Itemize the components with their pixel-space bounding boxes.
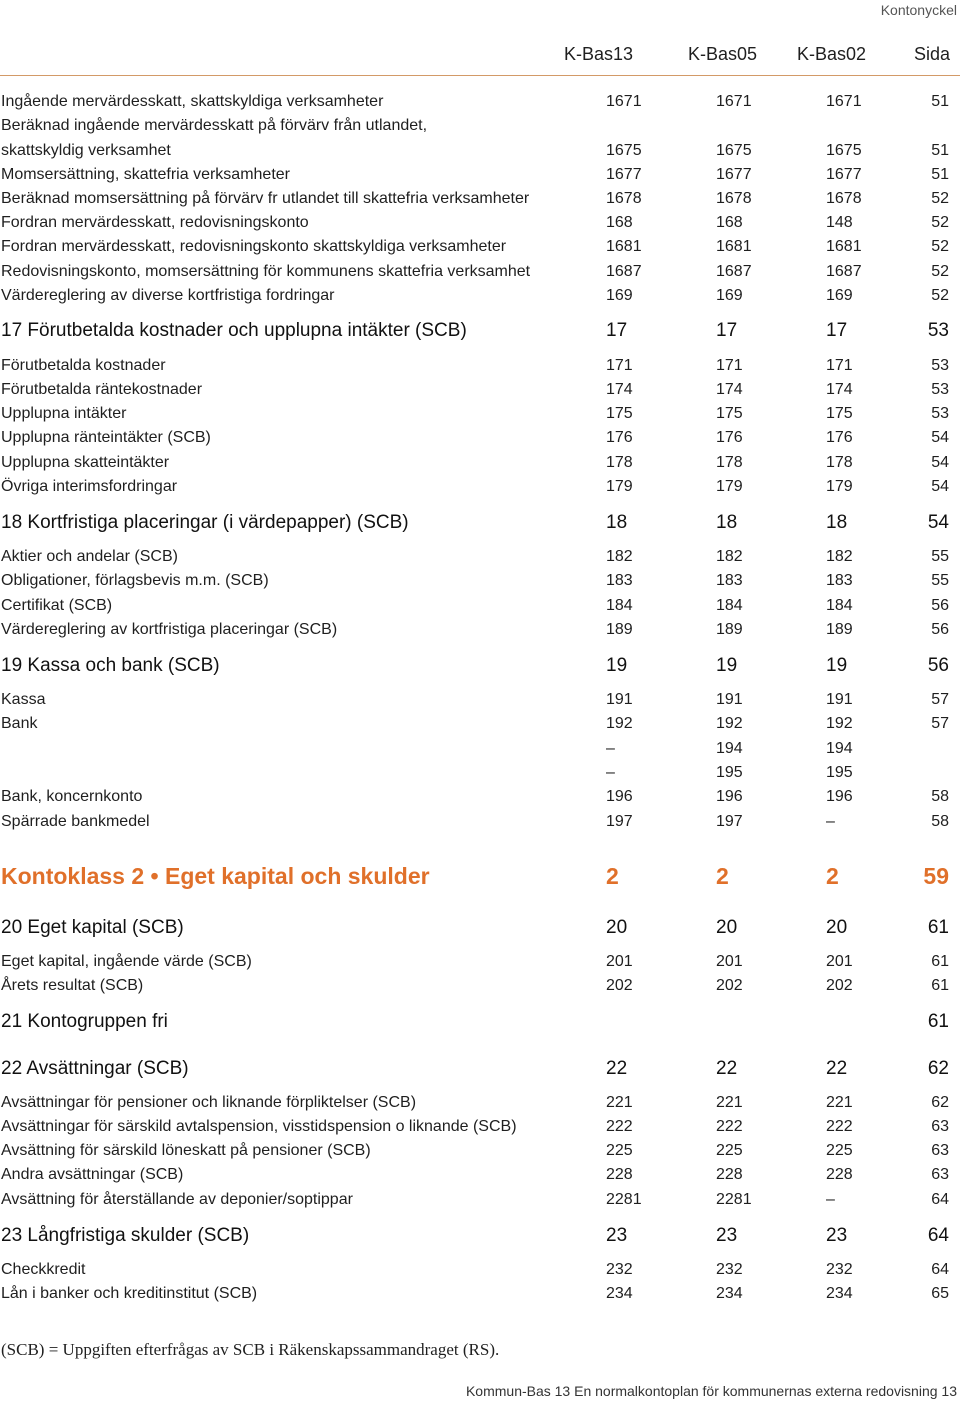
kbas13-value: 222 — [606, 1118, 633, 1135]
section-heading-row — [0, 318, 960, 344]
kbas05-value: 176 — [716, 429, 743, 446]
page-number: 61 — [931, 977, 949, 994]
table-row — [0, 452, 960, 474]
table-row — [0, 285, 960, 307]
page-number: 51 — [931, 142, 949, 159]
kbas05-value: 232 — [716, 1261, 743, 1278]
kbas05-value: 195 — [716, 764, 743, 781]
page-number: 64 — [931, 1191, 949, 1208]
kbas02-value: 192 — [826, 715, 853, 732]
table-row — [0, 1164, 960, 1186]
account-label: Avsättning för särskild löneskatt på pensioner (SCB) — [1, 1142, 371, 1159]
kbas13-value: 184 — [606, 597, 633, 614]
kbas13-value: 1675 — [606, 142, 642, 159]
section-heading-row — [0, 510, 960, 536]
table-row — [0, 762, 960, 784]
section-heading-row — [0, 1223, 960, 1249]
table-row — [0, 476, 960, 498]
page-number: 61 — [927, 917, 949, 938]
kbas02-value: – — [826, 813, 835, 830]
page-number: 63 — [931, 1118, 949, 1135]
kbas02-value: 221 — [826, 1094, 853, 1111]
account-label: Avsättningar för särskild avtalspension, visstidspension o liknande (SCB) — [1, 1118, 517, 1135]
account-label: Lån i banker och kreditinstitut (SCB) — [1, 1285, 258, 1302]
header-divider — [0, 75, 960, 76]
account-label: Upplupna ränteintäkter (SCB) — [1, 429, 211, 446]
kbas02-value: 1675 — [826, 142, 862, 159]
kbas05-value: 183 — [716, 572, 743, 589]
account-label: 23 Långfristiga skulder (SCB) — [1, 1225, 250, 1246]
account-label: Avsättningar för pensioner och liknande förpliktelser (SCB) — [1, 1094, 417, 1111]
kbas02-value: 2 — [826, 863, 839, 889]
table-row — [0, 1189, 960, 1211]
table-row — [0, 188, 960, 210]
kbas02-value: 196 — [826, 788, 853, 805]
page-number: 62 — [927, 1058, 949, 1079]
kbas13-value: 22 — [606, 1058, 628, 1079]
page-number: 54 — [931, 454, 949, 471]
kbas05-value: 189 — [716, 621, 743, 638]
account-label: Checkkredit — [1, 1261, 86, 1278]
section-heading-row — [0, 1009, 960, 1035]
account-label: Redovisningskonto, momsersättning för kommunens skattefria verksamhet — [1, 263, 531, 280]
account-label: Beräknad momsersättning på förvärv fr utlandet till skattefria verksamheter — [1, 190, 530, 207]
kbas05-value: 182 — [716, 548, 743, 565]
kbas13-value: 18 — [606, 512, 628, 533]
account-label: Spärrade bankmedel — [1, 813, 150, 830]
page-number: 54 — [931, 429, 949, 446]
column-header-kbas13: K-Bas13 — [564, 44, 634, 64]
account-label: Kassa — [1, 691, 46, 708]
kbas13-value: 228 — [606, 1166, 633, 1183]
table-row — [0, 427, 960, 449]
account-label: Eget kapital, ingående värde (SCB) — [1, 953, 252, 970]
page-number: 51 — [931, 166, 949, 183]
column-header-kbas02: K-Bas02 — [797, 44, 867, 64]
account-label: Förutbetalda räntekostnader — [1, 381, 203, 398]
kbas05-value: 179 — [716, 478, 743, 495]
table-row — [0, 1259, 960, 1281]
kbas02-value: 191 — [826, 691, 853, 708]
page-number: 55 — [931, 572, 949, 589]
account-label: 20 Eget kapital (SCB) — [1, 917, 184, 938]
kbas02-value: 174 — [826, 381, 853, 398]
page-number: 57 — [931, 715, 949, 732]
page-number: 63 — [931, 1166, 949, 1183]
account-label: 18 Kortfristiga placeringar (i värdepapper) (SCB) — [1, 512, 409, 533]
kbas05-value: 171 — [716, 357, 743, 374]
account-label: Övriga interimsfordringar — [1, 478, 178, 495]
kbas13-value: 2 — [606, 863, 619, 889]
account-label: Fordran mervärdesskatt, redovisningskonto — [1, 214, 309, 231]
account-label: Värdereglering av kortfristiga placeringar (SCB) — [1, 621, 338, 638]
account-label: 21 Kontogruppen fri — [1, 1011, 168, 1032]
account-label: Ingående mervärdesskatt, skattskyldiga verksamheter — [1, 93, 384, 110]
kbas13-value: 183 — [606, 572, 633, 589]
page-number: 58 — [931, 788, 949, 805]
account-label: 19 Kassa och bank (SCB) — [1, 655, 220, 676]
kbas05-value: 202 — [716, 977, 743, 994]
page-number: 56 — [931, 597, 949, 614]
kbas05-value: 197 — [716, 813, 743, 830]
kbas02-value: 228 — [826, 1166, 853, 1183]
kbas02-value: 148 — [826, 214, 853, 231]
kbas05-value: 19 — [716, 655, 738, 676]
page-number: 53 — [931, 405, 949, 422]
kbas13-value: 169 — [606, 287, 633, 304]
page-number: 54 — [927, 512, 949, 533]
account-label: Värdereglering av diverse kortfristiga fordringar — [1, 287, 335, 304]
kbas02-value: – — [826, 1191, 835, 1208]
account-label: Andra avsättningar (SCB) — [1, 1166, 184, 1183]
table-row — [0, 738, 960, 760]
page-number: 56 — [931, 621, 949, 638]
kbas02-value: 222 — [826, 1118, 853, 1135]
kbas05-value: 18 — [716, 512, 738, 533]
kbas02-value: 194 — [826, 740, 853, 757]
kbas13-value: 174 — [606, 381, 633, 398]
kbas02-value: 234 — [826, 1285, 853, 1302]
account-label: Certifikat (SCB) — [1, 597, 113, 614]
kbas02-value: 1678 — [826, 190, 862, 207]
page-number: 65 — [931, 1285, 949, 1302]
kbas05-value: 1681 — [716, 238, 752, 255]
kbas05-value: 1678 — [716, 190, 752, 207]
table-row — [0, 1092, 960, 1114]
kbas05-value: 228 — [716, 1166, 743, 1183]
kbas02-value: 232 — [826, 1261, 853, 1278]
class-heading-row — [0, 861, 960, 891]
kbas05-value: 1677 — [716, 166, 752, 183]
page-number: 52 — [931, 263, 949, 280]
kbas05-value: 2 — [716, 863, 729, 889]
kbas02-value: 179 — [826, 478, 853, 495]
kbas05-value: 191 — [716, 691, 743, 708]
kbas13-value: 19 — [606, 655, 628, 676]
kbas13-value: 221 — [606, 1094, 633, 1111]
kbas02-value: 195 — [826, 764, 853, 781]
kbas05-value: 178 — [716, 454, 743, 471]
kbas13-value: 201 — [606, 953, 633, 970]
kbas13-value: 171 — [606, 357, 633, 374]
page-number: 51 — [931, 93, 949, 110]
kbas02-value: 1681 — [826, 238, 862, 255]
footnote: (SCB) = Uppgiften efterfrågas av SCB i Räkenskapssammandraget (RS). — [1, 1340, 500, 1359]
table-row — [0, 115, 960, 137]
table-row — [0, 212, 960, 234]
kbas13-value: 202 — [606, 977, 633, 994]
kbas05-value: 23 — [716, 1225, 738, 1246]
kbas05-value: 174 — [716, 381, 743, 398]
account-label: Obligationer, förlagsbevis m.m. (SCB) — [1, 572, 269, 589]
kbas02-value: 184 — [826, 597, 853, 614]
kbas02-value: 189 — [826, 621, 853, 638]
kbas05-value: 2281 — [716, 1191, 752, 1208]
kbas13-value: 189 — [606, 621, 633, 638]
kbas13-value: 23 — [606, 1225, 628, 1246]
kbas02-value: 23 — [826, 1225, 848, 1246]
kbas13-value: 192 — [606, 715, 633, 732]
table-row — [0, 689, 960, 711]
table-row — [0, 164, 960, 186]
kbas13-value: 234 — [606, 1285, 633, 1302]
kbas13-value: 182 — [606, 548, 633, 565]
table-row — [0, 975, 960, 997]
page-number: 59 — [923, 863, 949, 889]
account-label: Bank — [1, 715, 38, 732]
kbas13-value: 232 — [606, 1261, 633, 1278]
kbas02-value: 175 — [826, 405, 853, 422]
kbas05-value: 169 — [716, 287, 743, 304]
table-row — [0, 355, 960, 377]
page-number: 53 — [931, 357, 949, 374]
kbas13-value: 196 — [606, 788, 633, 805]
table-row — [0, 379, 960, 401]
kbas13-value: – — [606, 764, 615, 781]
kbas05-value: 234 — [716, 1285, 743, 1302]
page-number: 58 — [931, 813, 949, 830]
column-header-kbas05: K-Bas05 — [688, 44, 758, 64]
kbas05-value: 20 — [716, 917, 738, 938]
kbas13-value: 168 — [606, 214, 633, 231]
kbas02-value: 169 — [826, 287, 853, 304]
account-label: Kontoklass 2 • Eget kapital och skulder — [1, 863, 430, 889]
account-label: Förutbetalda kostnader — [1, 357, 166, 374]
page-number: 55 — [931, 548, 949, 565]
account-label: Årets resultat (SCB) — [1, 977, 144, 994]
kbas02-value: 183 — [826, 572, 853, 589]
kbas05-value: 184 — [716, 597, 743, 614]
kbas02-value: 1677 — [826, 166, 862, 183]
kbas05-value: 175 — [716, 405, 743, 422]
table-row — [0, 1283, 960, 1305]
page-number: 64 — [927, 1225, 949, 1246]
kbas02-value: 1671 — [826, 93, 862, 110]
table-row — [0, 1116, 960, 1138]
section-heading-row — [0, 1056, 960, 1082]
kbas05-value: 17 — [716, 320, 738, 341]
page-number: 62 — [931, 1094, 949, 1111]
kbas02-value: 225 — [826, 1142, 853, 1159]
table-row — [0, 403, 960, 425]
kbas02-value: 19 — [826, 655, 848, 676]
table-row — [0, 261, 960, 283]
account-label: Upplupna intäkter — [1, 405, 127, 422]
page-number: 53 — [931, 381, 949, 398]
section-heading-row — [0, 653, 960, 679]
kbas02-value: 20 — [826, 917, 848, 938]
kbas13-value: 1678 — [606, 190, 642, 207]
kbas02-value: 178 — [826, 454, 853, 471]
section-heading-row — [0, 915, 960, 941]
kbas13-value: 175 — [606, 405, 633, 422]
kbas13-value: 176 — [606, 429, 633, 446]
table-row — [0, 1140, 960, 1162]
account-label: 22 Avsättningar (SCB) — [1, 1058, 189, 1079]
kbas13-value: 1681 — [606, 238, 642, 255]
kbas05-value: 225 — [716, 1142, 743, 1159]
kbas05-value: 201 — [716, 953, 743, 970]
table-row — [0, 91, 960, 113]
running-header: Kontonyckel — [880, 2, 957, 18]
kbas05-value: 194 — [716, 740, 743, 757]
table-row — [0, 619, 960, 641]
kbas02-value: 171 — [826, 357, 853, 374]
column-header-sida: Sida — [913, 44, 950, 64]
page-number: 61 — [931, 953, 949, 970]
account-label: Beräknad ingående mervärdesskatt på förvärv från utlandet, — [1, 117, 428, 134]
kbas13-value: 179 — [606, 478, 633, 495]
kbas05-value: 1675 — [716, 142, 752, 159]
table-row — [0, 951, 960, 973]
kbas13-value: 197 — [606, 813, 633, 830]
account-label: Avsättning för återställande av deponier/soptippar — [1, 1191, 353, 1208]
kbas02-value: 17 — [826, 320, 848, 341]
page-number: 52 — [931, 287, 949, 304]
kbas05-value: 1687 — [716, 263, 752, 280]
kbas13-value: 1677 — [606, 166, 642, 183]
kbas02-value: 22 — [826, 1058, 848, 1079]
page-number: 52 — [931, 214, 949, 231]
kbas02-value: 182 — [826, 548, 853, 565]
page-number: 52 — [931, 238, 949, 255]
kbas13-value: 17 — [606, 320, 628, 341]
page-number: 64 — [931, 1261, 949, 1278]
kbas05-value: 222 — [716, 1118, 743, 1135]
kbas13-value: 178 — [606, 454, 633, 471]
table-row — [0, 546, 960, 568]
kbas02-value: 1687 — [826, 263, 862, 280]
kbas13-value: – — [606, 740, 615, 757]
table-row — [0, 140, 960, 162]
table-row — [0, 236, 960, 258]
table-row — [0, 786, 960, 808]
page-footer: Kommun-Bas 13 En normalkontoplan för kommunernas externa redovisning 13 — [465, 1383, 957, 1399]
kbas05-value: 168 — [716, 214, 743, 231]
kbas13-value: 225 — [606, 1142, 633, 1159]
kbas05-value: 1671 — [716, 93, 752, 110]
kbas13-value: 1687 — [606, 263, 642, 280]
table-row — [0, 595, 960, 617]
account-label: Aktier och andelar (SCB) — [1, 548, 178, 565]
account-label: Upplupna skatteintäkter — [1, 454, 170, 471]
kbas02-value: 176 — [826, 429, 853, 446]
account-label: skattskyldig verksamhet — [1, 142, 171, 159]
kbas02-value: 202 — [826, 977, 853, 994]
table-row — [0, 570, 960, 592]
kbas02-value: 201 — [826, 953, 853, 970]
table-row — [0, 713, 960, 735]
account-label: Fordran mervärdesskatt, redovisningskonto skattskyldiga verksamheter — [1, 238, 507, 255]
kbas13-value: 1671 — [606, 93, 642, 110]
page-number: 61 — [927, 1011, 949, 1032]
column-headers — [0, 44, 960, 70]
kbas05-value: 192 — [716, 715, 743, 732]
kbas05-value: 196 — [716, 788, 743, 805]
page-number: 63 — [931, 1142, 949, 1159]
kbas13-value: 2281 — [606, 1191, 642, 1208]
kbas05-value: 221 — [716, 1094, 743, 1111]
page-number: 56 — [927, 655, 949, 676]
page-number: 53 — [927, 320, 949, 341]
account-label: 17 Förutbetalda kostnader och upplupna intäkter (SCB) — [1, 320, 467, 341]
kbas13-value: 20 — [606, 917, 628, 938]
kbas02-value: 18 — [826, 512, 848, 533]
kbas13-value: 191 — [606, 691, 633, 708]
page-number: 54 — [931, 478, 949, 495]
page-number: 52 — [931, 190, 949, 207]
kbas05-value: 22 — [716, 1058, 738, 1079]
account-label: Bank, koncernkonto — [1, 788, 143, 805]
table-row — [0, 811, 960, 833]
account-label: Momsersättning, skattefria verksamheter — [1, 166, 290, 183]
page-number: 57 — [931, 691, 949, 708]
